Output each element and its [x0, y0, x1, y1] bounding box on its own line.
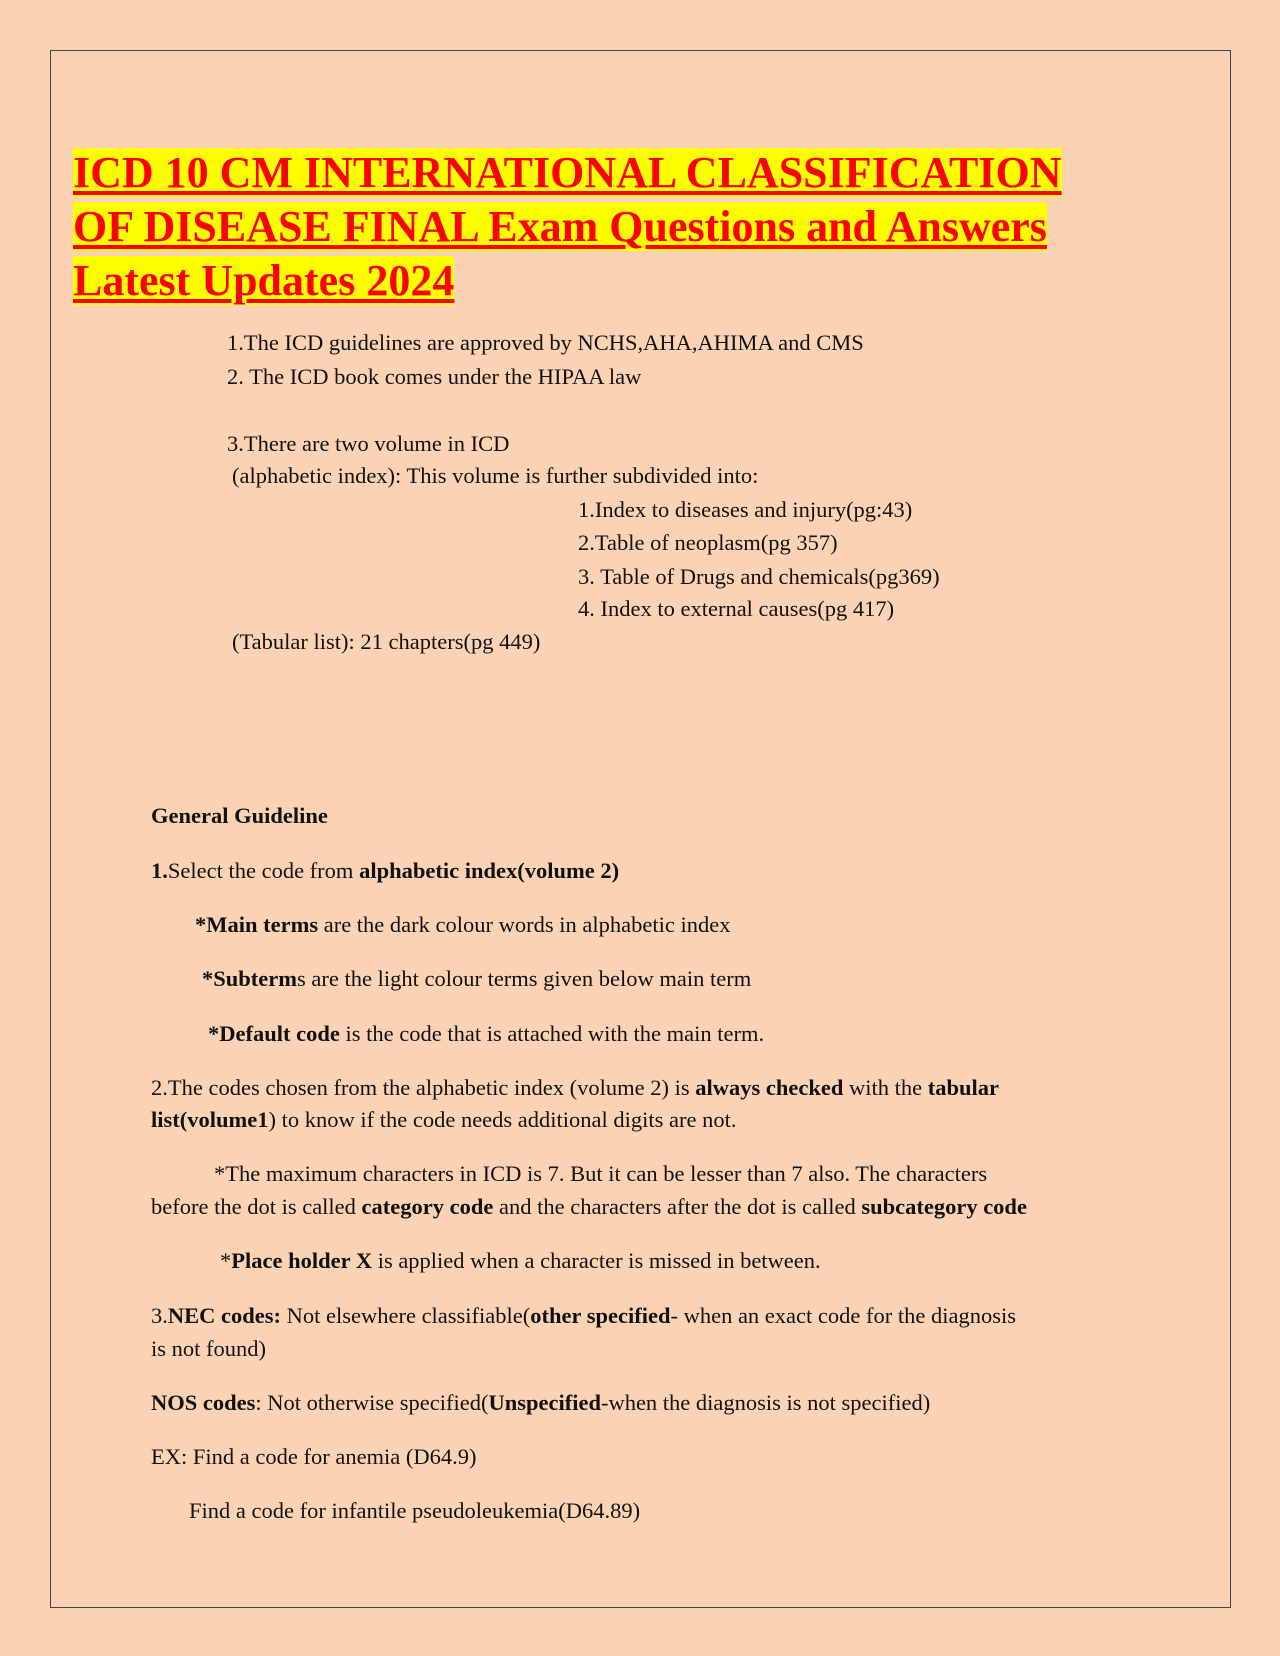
text: (alphabetic index): This volume is further subdivided into: — [232, 463, 759, 488]
text: Find a code for infantile pseudoleukemia(D64.89) — [189, 1498, 641, 1523]
example-line — [151, 1444, 477, 1470]
sub-list-item — [578, 564, 940, 590]
title-line-1: ICD 10 CM INTERNATIONAL CLASSIFICATION — [73, 148, 1062, 197]
text: is the code that is attached with the main term. — [339, 1021, 765, 1046]
bold-text: General Guideline — [151, 803, 328, 828]
bold-text: 1. — [151, 858, 168, 883]
bold-text: alphabetic index(volume 2) — [359, 858, 620, 883]
text: 2.Table of neoplasm(pg 357) — [578, 530, 838, 555]
title-line-2: OF DISEASE FINAL Exam Questions and Answers — [73, 202, 1047, 251]
bold-text: *Default code — [208, 1021, 340, 1046]
text: before the dot is called — [151, 1194, 362, 1219]
example-line — [189, 1498, 640, 1524]
bold-text: *Main terms — [195, 912, 319, 937]
bold-text: NOS codes — [151, 1390, 256, 1415]
text: *The maximum characters in ICD is 7. But it can be lesser than 7 also. The characters — [214, 1161, 988, 1186]
text: with the — [843, 1075, 928, 1100]
list-item — [227, 330, 864, 356]
text: -when the diagnosis is not specified) — [600, 1390, 931, 1415]
bold-text: subcategory code — [861, 1194, 1027, 1219]
paragraph — [151, 1390, 930, 1416]
section-heading — [151, 803, 328, 829]
bold-text: Place holder X — [231, 1248, 373, 1273]
bold-text: category code — [361, 1194, 494, 1219]
list-item — [232, 629, 540, 655]
list-item — [227, 364, 641, 390]
bold-text: tabular — [927, 1075, 999, 1100]
list-item — [227, 431, 509, 457]
paragraph — [151, 1075, 999, 1101]
text: 4. Index to external causes(pg 417) — [578, 596, 895, 621]
text: 3.There are two volume in ICD — [227, 431, 510, 456]
text: ) to know if the code needs additional digits are not. — [268, 1107, 737, 1132]
paragraph — [214, 1161, 987, 1187]
bold-text: *Subterm — [202, 966, 297, 991]
bullet-item — [208, 1021, 764, 1047]
sub-list-item — [578, 530, 838, 556]
text: 1.Index to diseases and injury(pg:43) — [578, 497, 913, 522]
text: s are the light colour terms given below main term — [297, 966, 752, 991]
paragraph — [151, 1303, 1016, 1329]
text: 2.The codes chosen from the alphabetic index (volume 2) is — [151, 1075, 696, 1100]
bold-text: other specified — [530, 1303, 671, 1328]
text: 2. The ICD book comes under the HIPAA law — [227, 364, 642, 389]
paragraph — [151, 1194, 1027, 1220]
bold-text: Unspecified — [488, 1390, 601, 1415]
list-item — [232, 463, 758, 489]
bullet-item — [195, 912, 730, 938]
text: (Tabular list): 21 chapters(pg 449) — [232, 629, 541, 654]
paragraph — [151, 1336, 266, 1362]
sub-list-item — [578, 596, 894, 622]
text: are the dark colour words in alphabetic index — [318, 912, 731, 937]
text: is applied when a character is missed in between. — [372, 1248, 821, 1273]
bullet-item — [220, 1248, 821, 1274]
text: - when an exact code for the diagnosis — [670, 1303, 1016, 1328]
text: : Not otherwise specified( — [255, 1390, 489, 1415]
paragraph — [151, 1107, 737, 1133]
text: 3. Table of Drugs and chemicals(pg369) — [578, 564, 940, 589]
title-line-3: Latest Updates 2024 — [73, 256, 455, 305]
text: is not found) — [151, 1336, 266, 1361]
bullet-item — [202, 966, 751, 992]
document-title — [73, 146, 1062, 308]
text: and the characters after the dot is called — [493, 1194, 862, 1219]
text: Select the code from — [167, 858, 360, 883]
text: * — [220, 1248, 232, 1273]
text: EX: Find a code for anemia (D64.9) — [151, 1444, 477, 1469]
text: Not elsewhere classifiable( — [281, 1303, 531, 1328]
bold-text: list(volume1 — [151, 1107, 269, 1132]
paragraph — [151, 858, 619, 884]
text: 1.The ICD guidelines are approved by NCHS,AHA,AHIMA and CMS — [227, 330, 864, 355]
bold-text: NEC codes: — [167, 1303, 281, 1328]
bold-text: always checked — [695, 1075, 844, 1100]
sub-list-item — [578, 497, 912, 523]
text: 3. — [151, 1303, 168, 1328]
